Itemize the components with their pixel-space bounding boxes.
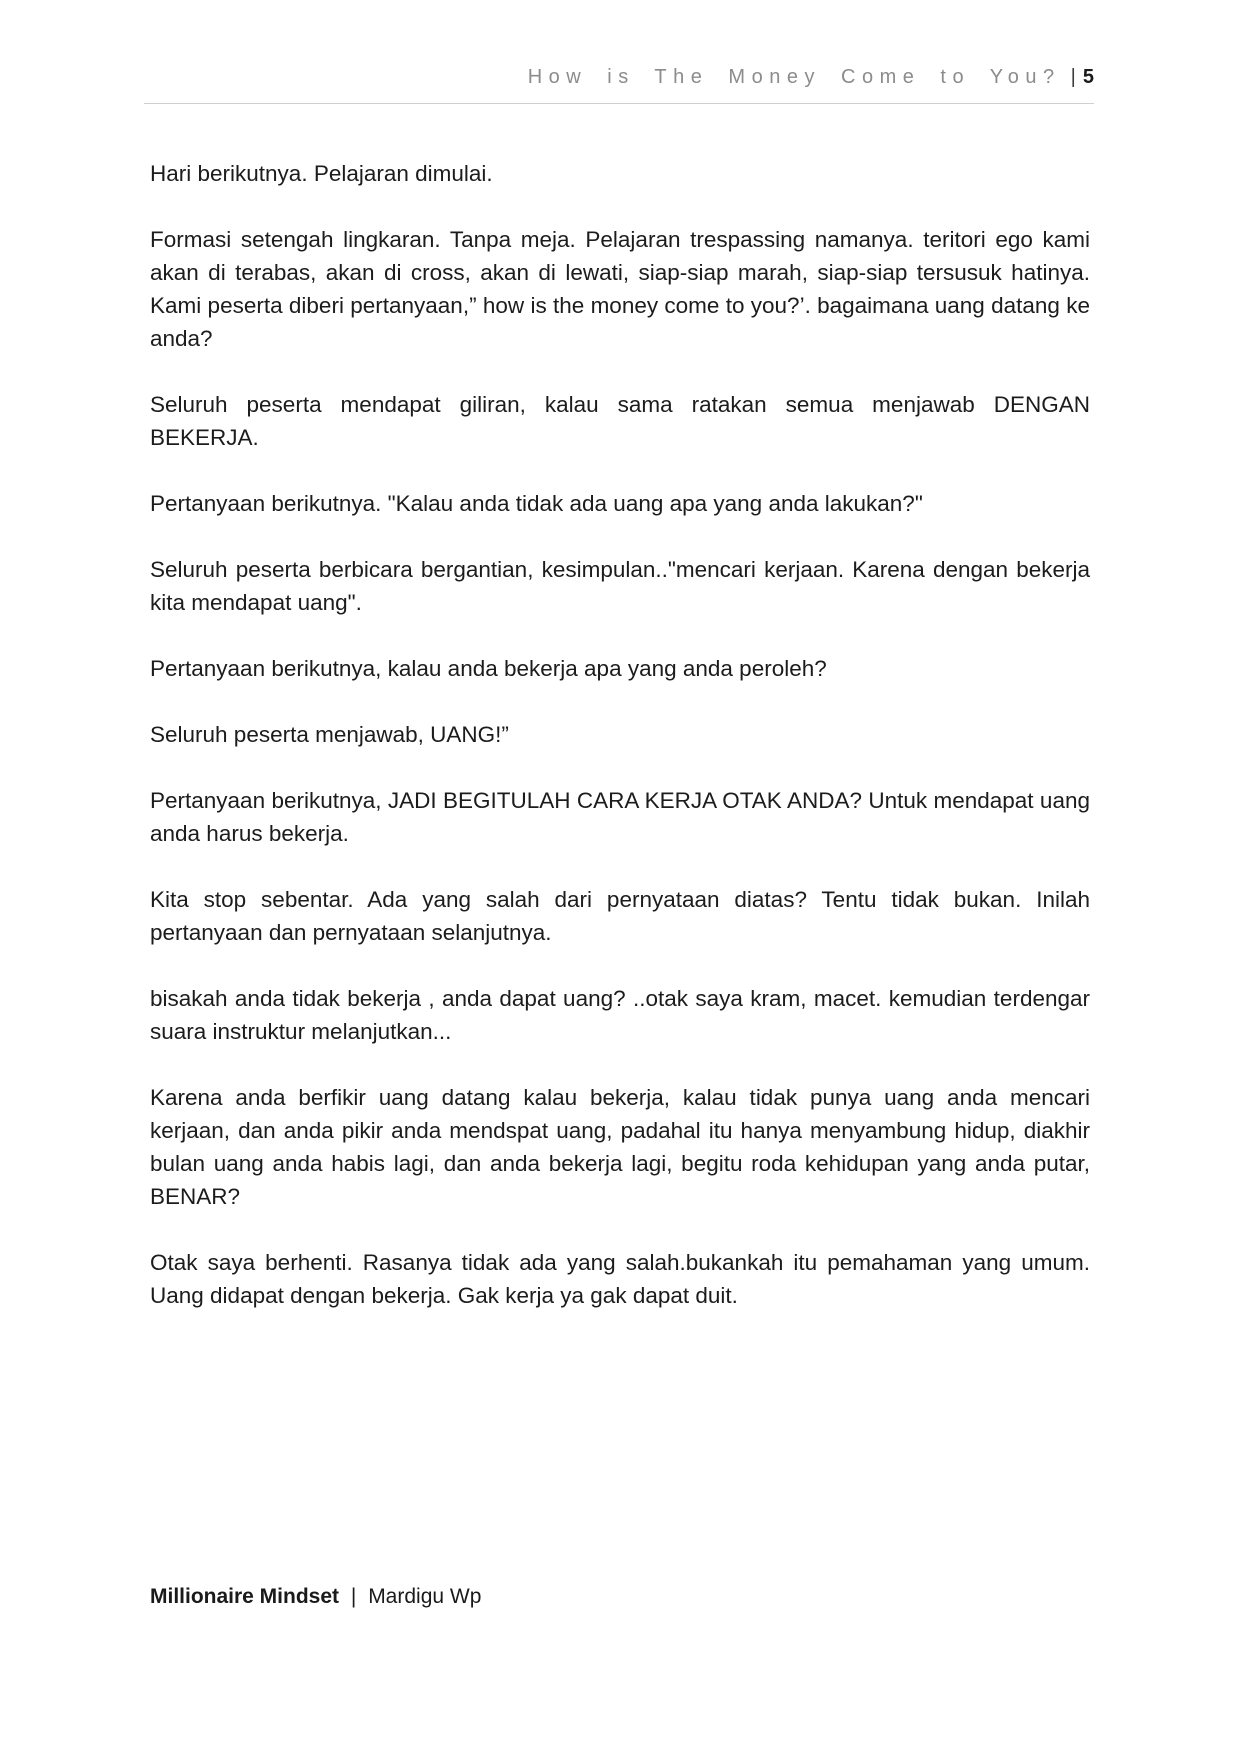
paragraph: bisakah anda tidak bekerja , anda dapat uang? ..otak saya kram, macet. kemudian terdengar suara instruktur melanjutkan... bbox=[150, 986, 1090, 1044]
footer-separator: | bbox=[350, 1585, 357, 1608]
author-name: Mardigu Wp bbox=[368, 1585, 482, 1608]
paragraph: Seluruh peserta menjawab, UANG!” bbox=[150, 722, 509, 747]
book-title: Millionaire Mindset bbox=[150, 1585, 340, 1608]
page-header bbox=[144, 66, 1094, 89]
running-title: How is The Money Come to You? bbox=[527, 66, 1061, 88]
paragraph: Pertanyaan berikutnya, kalau anda bekerja apa yang anda peroleh? bbox=[150, 656, 827, 681]
header-separator: | bbox=[1070, 66, 1076, 88]
paragraph: Seluruh peserta mendapat giliran, kalau sama ratakan semua menjawab DENGAN BEKERJA. bbox=[150, 392, 1090, 450]
page-body bbox=[150, 157, 1090, 1345]
paragraph: Otak saya berhenti. Rasanya tidak ada yang salah.bukankah itu pemahaman yang umum. Uang didapat dengan bekerja. Gak kerja ya gak dapat duit. bbox=[150, 1250, 1090, 1308]
header-rule bbox=[144, 103, 1094, 104]
paragraph: Hari berikutnya. Pelajaran dimulai. bbox=[150, 161, 493, 186]
paragraph: Kita stop sebentar. Ada yang salah dari pernyataan diatas? Tentu tidak bukan. Inilah pertanyaan dan pernyataan selanjutnya. bbox=[150, 887, 1090, 945]
paragraph: Pertanyaan berikutnya, JADI BEGITULAH CARA KERJA OTAK ANDA? Untuk mendapat uang anda harus bekerja. bbox=[150, 788, 1090, 846]
paragraph: Formasi setengah lingkaran. Tanpa meja. Pelajaran trespassing namanya. teritori ego kami akan di terabas, akan di cross, akan di lewati, siap-siap marah, siap-siap tersusuk hatinya. Kami peserta diberi pertanyaan,” how is the money come to you?’. bagaimana uang datang ke anda? bbox=[150, 227, 1090, 351]
paragraph: Seluruh peserta berbicara bergantian, kesimpulan.."mencari kerjaan. Karena dengan bekerja kita mendapat uang". bbox=[150, 557, 1090, 615]
paragraph: Karena anda berfikir uang datang kalau bekerja, kalau tidak punya uang anda mencari kerjaan, dan anda pikir anda mendspat uang, padahal itu hanya menyambung hidup, diakhir bulan uang anda habis lagi, dan anda bekerja lagi, begitu roda kehidupan yang anda putar, BENAR? bbox=[150, 1085, 1090, 1209]
page-number: 5 bbox=[1082, 66, 1094, 88]
paragraph: Pertanyaan berikutnya. "Kalau anda tidak ada uang apa yang anda lakukan?" bbox=[150, 491, 923, 516]
page-footer bbox=[150, 1585, 481, 1609]
